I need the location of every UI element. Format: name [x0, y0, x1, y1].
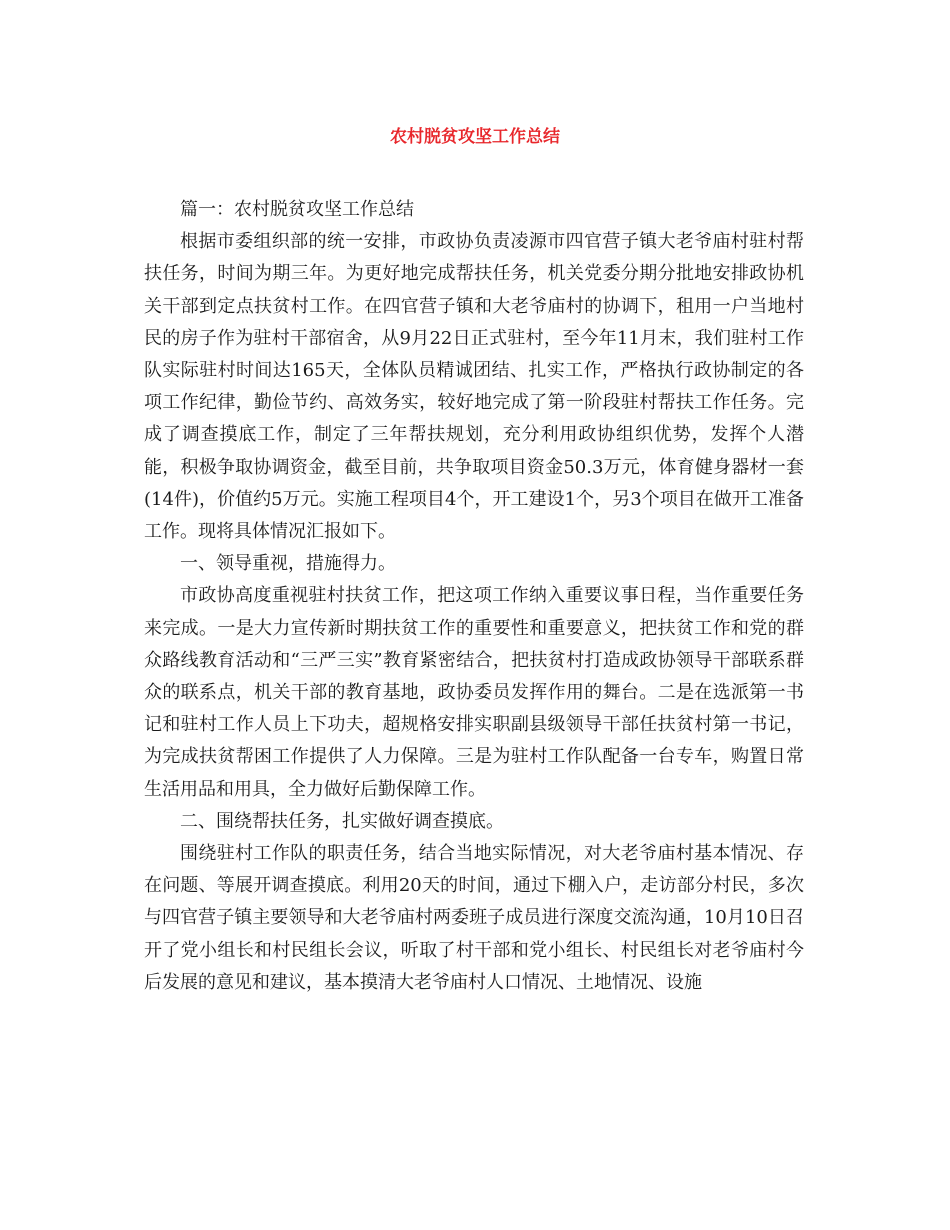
document-body: [144, 194, 804, 999]
body-paragraph: 围绕驻村工作队的职责任务，结合当地实际情况，对大老爷庙村基本情况、存在问题、等展开调查摸底。利用20天的时间，通过下棚入户，走访部分村民，多次与四官营子镇主要领导和大老爷庙村两委班子成员进行深度交流沟通，10月10日召开了党小组长和村民组长会议，听取了村干部和党小组长、村民组长对老爷庙村今后发展的意见和建议，基本摸清大老爷庙村人口情况、土地情况、设施: [144, 843, 804, 993]
section-heading: 篇一：农村脱贫攻坚工作总结: [180, 199, 414, 220]
section-heading: 一、领导重视，措施得力。: [180, 553, 396, 575]
body-paragraph: 根据市委组织部的统一安排，市政协负责凌源市四官营子镇大老爷庙村驻村帮扶任务，时间为期三年。为更好地完成帮扶任务，机关党委分期分批地安排政协机关干部到定点扶贫村工作。在四官营子镇和大老爷庙村的协调下，租用一户当地村民的房子作为驻村干部宿舍，从9月22日正式驻村，至今年11月末，我们驻村工作队实际驻村时间达165天，全体队员精诚团结、扎实工作，严格执行政协制定的各项工作纪律，勤俭节约、高效务实，较好地完成了第一阶段驻村帮扶工作任务。完成了调查摸底工作，制定了三年帮扶规划，充分利用政协组织优势，发挥个人潜能，积极争取协调资金，截至目前，共争取项目资金50.3万元，体育健身器材一套(14件)，价值约5万元。实施工程项目4个，开工建设1个，另3个项目在做开工准备工作。现将具体情况汇报如下。: [144, 231, 804, 543]
section-heading: 二、围绕帮扶任务，扎实做好调查摸底。: [180, 810, 504, 832]
body-paragraph: 市政协高度重视驻村扶贫工作，把这项工作纳入重要议事日程，当作重要任务来完成。一是大力宣传新时期扶贫工作的重要性和重要意义，把扶贫工作和党的群众路线教育活动和“三严三实”教育紧密结合，把扶贫村打造成政协领导干部联系群众的联系点，机关干部的教育基地，政协委员发挥作用的舞台。二是在选派第一书记和驻村工作人员上下功夫，超规格安排实职副县级领导干部任扶贫村第一书记，为完成扶贫帮困工作提供了人力保障。三是为驻村工作队配备一台专车，购置日常生活用品和用具，全力做好后勤保障工作。: [144, 585, 804, 800]
document-title: 农村脱贫攻坚工作总结: [390, 127, 560, 147]
